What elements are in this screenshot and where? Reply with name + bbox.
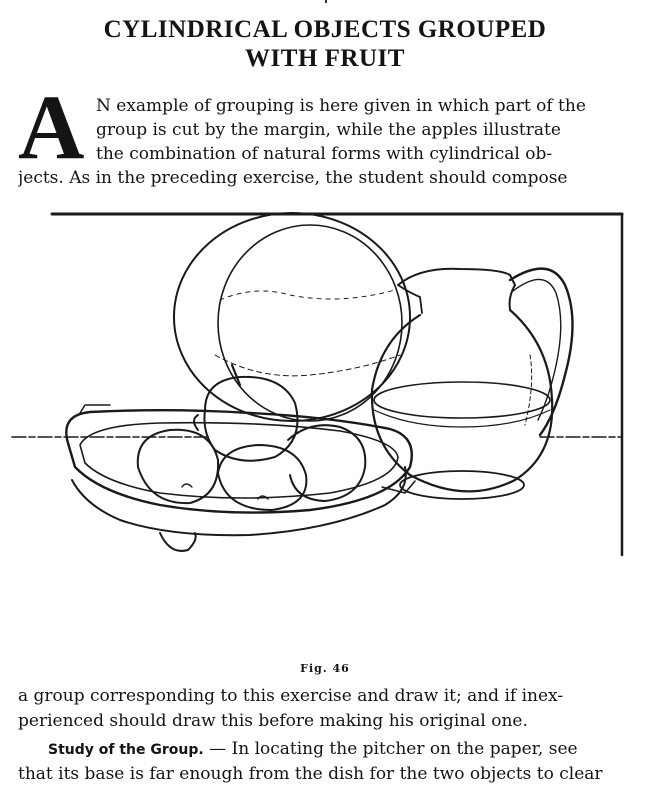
plate-drawing xyxy=(174,213,410,421)
continuation-line-2: perienced should draw this before making his original one. xyxy=(18,711,528,731)
page-mark xyxy=(325,0,327,3)
study-heading: Study of the Group. xyxy=(48,742,204,758)
figure-caption: Fig. 46 xyxy=(300,662,350,675)
still-life-illustration xyxy=(10,205,640,565)
study-paragraph-line-1 xyxy=(48,739,578,760)
study-text-1: — In locating the pitcher on the paper, see xyxy=(203,739,578,759)
drop-cap: A xyxy=(18,76,85,178)
page-title-line-2: WITH FRUIT xyxy=(245,45,405,72)
study-paragraph-line-2: that its base is far enough from the dish for the two objects to clear xyxy=(18,764,603,784)
intro-line-4: jects. As in the preceding exercise, the student should compose xyxy=(18,168,568,188)
pitcher-drawing xyxy=(372,269,573,499)
intro-line-3: the combination of natural forms with cylindrical ob- xyxy=(96,144,553,164)
intro-line-2: group is cut by the margin, while the apples illustrate xyxy=(96,120,561,140)
intro-line-1: N example of grouping is here given in which part of the xyxy=(96,96,586,116)
page-title-line-1: CYLINDRICAL OBJECTS GROUPED xyxy=(103,16,547,43)
continuation-line-1: a group corresponding to this exercise and draw it; and if inex- xyxy=(18,686,564,706)
